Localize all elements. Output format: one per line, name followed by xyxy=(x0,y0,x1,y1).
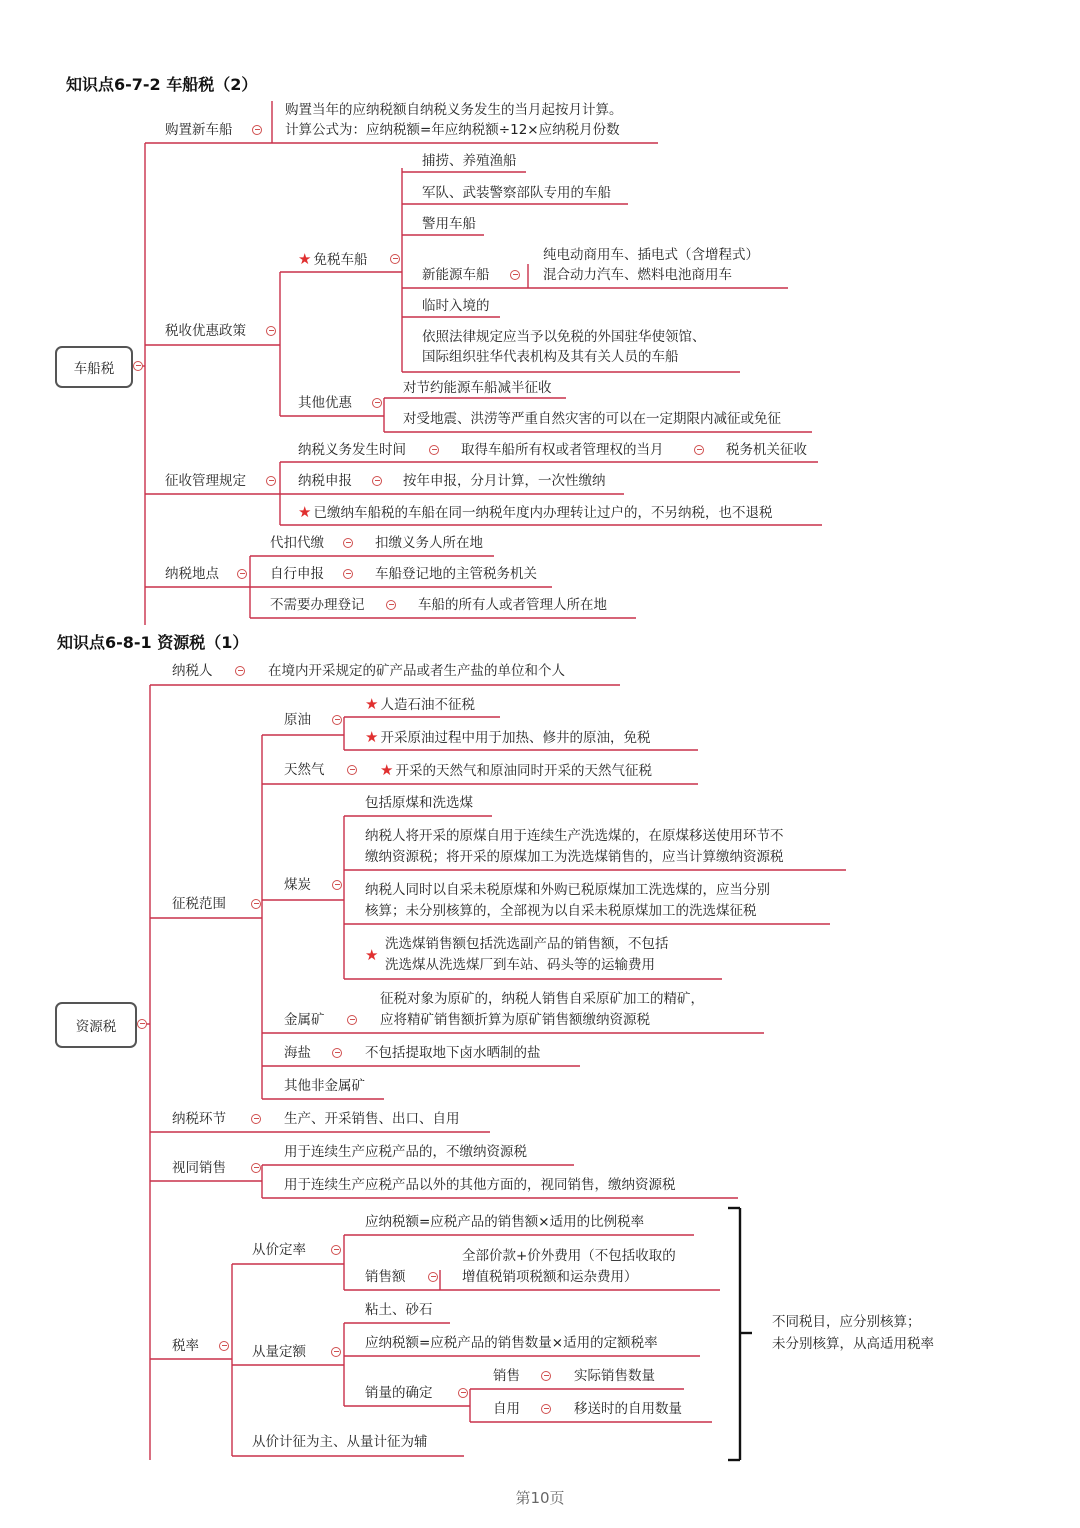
star-icon: ★ xyxy=(365,728,379,746)
node-coal-rule2-b: 核算；未分别核算的，全部视为以自采未税原煤加工的洗选煤征税 xyxy=(365,903,757,919)
node-coal-rule2-a: 纳税人同时以自采未税原煤和外购已税原煤加工洗选煤的，应当分别 xyxy=(365,882,770,898)
node-new-energy-sub-2: 混合动力汽车、燃料电池商用车 xyxy=(543,267,732,283)
collapse-icon[interactable] xyxy=(332,880,342,890)
star-icon: ★ xyxy=(365,946,379,964)
node-adval-formula: 应纳税额=应税产品的销售额×适用的比例税率 xyxy=(365,1214,645,1230)
node-main-principle: 从价计征为主、从量计征为辅 xyxy=(252,1434,428,1450)
collapse-icon[interactable] xyxy=(372,398,382,408)
node-coal-rule1-a: 纳税人将开采的原煤自用于连续生产洗选煤的，在原煤移送使用环节不 xyxy=(365,828,784,844)
node-new-energy-sub-1: 纯电动商用车、插电式（含增程式） xyxy=(543,247,759,263)
collapse-icon[interactable] xyxy=(251,1114,261,1124)
node-coal[interactable]: 煤炭 xyxy=(284,877,311,893)
node-new-energy[interactable]: 新能源车船 xyxy=(422,267,490,283)
node-tax-stage[interactable]: 纳税环节 xyxy=(172,1111,226,1127)
collapse-icon[interactable] xyxy=(266,326,276,336)
node-deemed-sale[interactable]: 视同销售 xyxy=(172,1160,226,1176)
node-exempt[interactable] xyxy=(298,250,367,270)
collapse-icon[interactable] xyxy=(251,1163,261,1173)
root-label: 车船税 xyxy=(73,361,115,377)
node-declaration-value: 按年申报，分月计算，一次性缴纳 xyxy=(403,473,606,489)
collapse-icon[interactable] xyxy=(343,569,353,579)
node-sale-value: 实际销售数量 xyxy=(574,1368,655,1384)
node-tax-stage-value: 生产、开采销售、出口、自用 xyxy=(284,1111,460,1127)
node-crude-oil[interactable]: 原油 xyxy=(284,712,311,728)
star-icon: ★ xyxy=(365,695,379,713)
node-declaration[interactable]: 纳税申报 xyxy=(298,473,352,489)
node-specific-formula: 应纳税额=应税产品的销售数量×适用的定额税率 xyxy=(365,1335,658,1351)
node-coal-rule1-b: 缴纳资源税；将开采的原煤加工为洗选煤销售的，应当计算缴纳资源税 xyxy=(365,849,784,865)
node-self-declare[interactable]: 自行申报 xyxy=(270,566,324,582)
node-military: 军队、武装警察部队专用的车船 xyxy=(422,185,611,201)
collapse-icon[interactable] xyxy=(332,715,342,725)
collapse-icon[interactable] xyxy=(510,270,520,280)
collapse-icon[interactable] xyxy=(235,666,245,676)
collapse-icon[interactable] xyxy=(252,125,262,135)
node-specific-rate[interactable]: 从量定额 xyxy=(252,1344,306,1360)
node-tax-authority: 税务机关征收 xyxy=(726,442,807,458)
node-artificial-oil xyxy=(365,695,475,715)
node-heating-oil-label: 开采原油过程中用于加热、修井的原油，免税 xyxy=(380,730,651,746)
node-natural-gas[interactable]: 天然气 xyxy=(284,762,325,778)
collapse-icon[interactable] xyxy=(458,1388,468,1398)
node-gas-value xyxy=(380,761,652,781)
node-no-registration[interactable]: 不需要办理登记 xyxy=(270,597,365,613)
collapse-icon[interactable] xyxy=(251,899,261,909)
node-no-registration-value: 车船的所有人或者管理人所在地 xyxy=(418,597,607,613)
node-self-use[interactable]: 自用 xyxy=(493,1401,520,1417)
node-police: 警用车船 xyxy=(422,216,476,232)
node-energy-saving: 对节约能源车船减半征收 xyxy=(403,380,552,396)
collapse-icon[interactable] xyxy=(347,765,357,775)
node-obligation-value[interactable]: 取得车船所有权或者管理权的当月 xyxy=(461,442,664,458)
node-scope[interactable]: 征税范围 xyxy=(172,896,226,912)
collapse-icon[interactable] xyxy=(428,1272,438,1282)
node-ad-valorem[interactable]: 从价定率 xyxy=(252,1242,306,1258)
node-temporary: 临时入境的 xyxy=(422,298,490,314)
collapse-icon[interactable] xyxy=(331,1245,341,1255)
node-coal-rule3-a: 洗选煤销售额包括洗选副产品的销售额，不包括 xyxy=(385,936,669,952)
node-rate[interactable]: 税率 xyxy=(172,1338,199,1354)
node-sea-salt[interactable]: 海盐 xyxy=(284,1045,311,1061)
node-sales-amount[interactable]: 销售额 xyxy=(365,1269,406,1285)
collapse-icon[interactable] xyxy=(219,1341,229,1351)
node-diplomatic-2: 国际组织驻华代表机构及其有关人员的车船 xyxy=(422,349,679,365)
star-icon: ★ xyxy=(298,503,312,521)
node-artificial-oil-label: 人造石油不征税 xyxy=(380,697,475,713)
node-new-vehicle-rule: 购置当年的应纳税额自纳税义务发生的当月起按月计算。 xyxy=(285,102,623,118)
root-label: 资源税 xyxy=(75,1019,117,1035)
page-number: 第10页 xyxy=(515,1489,565,1507)
bracket-note-2: 未分别核算，从高适用税率 xyxy=(772,1336,934,1352)
node-disaster: 对受地震、洪涝等严重自然灾害的可以在一定期限内减征或免征 xyxy=(403,411,781,427)
node-withhold-value: 扣缴义务人所在地 xyxy=(375,535,483,551)
node-quantity[interactable]: 销量的确定 xyxy=(365,1385,433,1401)
node-sales-amount-b: 增值税销项税额和运杂费用） xyxy=(462,1269,638,1285)
star-icon: ★ xyxy=(380,761,394,779)
node-gas-value-label: 开采的天然气和原油同时开采的天然气征税 xyxy=(395,763,652,779)
node-metal[interactable]: 金属矿 xyxy=(284,1012,325,1028)
node-sales-amount-a: 全部价款+价外费用（不包括收取的 xyxy=(462,1248,676,1264)
node-exempt-label: 免税车船 xyxy=(313,252,368,268)
collapse-icon[interactable] xyxy=(133,361,143,371)
node-preferential[interactable]: 税收优惠政策 xyxy=(165,323,246,339)
node-taxpayer[interactable]: 纳税人 xyxy=(172,663,213,679)
node-obligation-time[interactable]: 纳税义务发生时间 xyxy=(298,442,406,458)
collapse-icon[interactable] xyxy=(266,476,276,486)
collapse-icon[interactable] xyxy=(372,476,382,486)
node-metal-b: 应将精矿销售额折算为原矿销售额缴纳资源税 xyxy=(380,1012,650,1028)
collapse-icon[interactable] xyxy=(541,1371,551,1381)
collapse-icon[interactable] xyxy=(694,445,704,455)
collapse-icon[interactable] xyxy=(541,1404,551,1414)
node-self-use-value: 移送时的自用数量 xyxy=(574,1401,682,1417)
node-self-declare-value: 车船登记地的主管税务机关 xyxy=(375,566,537,582)
root-resource-tax[interactable] xyxy=(55,1002,137,1048)
node-diplomatic-1: 依照法律规定应当予以免税的外国驻华使领馆、 xyxy=(422,329,706,345)
node-heating-oil xyxy=(365,728,650,748)
root-vessel-tax[interactable] xyxy=(55,346,133,388)
collapse-icon[interactable] xyxy=(137,1019,147,1029)
node-sale[interactable]: 销售 xyxy=(493,1368,520,1384)
node-new-vehicle[interactable]: 购置新车船 xyxy=(165,122,233,138)
collapse-icon[interactable] xyxy=(237,569,247,579)
bracket-note-1: 不同税目，应分别核算； xyxy=(772,1314,921,1330)
node-other-preferential[interactable]: 其他优惠 xyxy=(298,395,352,411)
heading-vessel-tax: 知识点6-7-2 车船税（2） xyxy=(66,75,258,94)
node-coal-include: 包括原煤和洗选煤 xyxy=(365,795,473,811)
collapse-icon[interactable] xyxy=(331,1347,341,1357)
collapse-icon[interactable] xyxy=(390,254,400,264)
heading-resource-tax: 知识点6-8-1 资源税（1） xyxy=(57,633,249,652)
node-nonmetal: 其他非金属矿 xyxy=(284,1078,365,1094)
collapse-icon[interactable] xyxy=(429,445,439,455)
collapse-icon[interactable] xyxy=(386,600,396,610)
node-metal-a: 征税对象为原矿的，纳税人销售自采原矿加工的精矿， xyxy=(380,991,704,1007)
node-salt-value: 不包括提取地下卤水晒制的盐 xyxy=(365,1045,541,1061)
star-icon: ★ xyxy=(298,250,312,268)
node-location[interactable]: 纳税地点 xyxy=(165,566,219,582)
collapse-icon[interactable] xyxy=(347,1015,357,1025)
node-taxpayer-value: 在境内开采规定的矿产品或者生产盐的单位和个人 xyxy=(268,663,565,679)
node-clay-sand: 粘土、砂石 xyxy=(365,1302,433,1318)
node-fishing: 捕捞、养殖渔船 xyxy=(422,153,517,169)
node-transfer-label: 已缴纳车船税的车船在同一纳税年度内办理转让过户的，不另纳税，也不退税 xyxy=(313,505,773,521)
node-transfer xyxy=(298,503,772,523)
collapse-icon[interactable] xyxy=(343,538,353,548)
node-collection[interactable]: 征收管理规定 xyxy=(165,473,246,489)
node-new-vehicle-formula: 计算公式为：应纳税额=年应纳税额÷12×应纳税月份数 xyxy=(285,122,620,138)
node-withhold[interactable]: 代扣代缴 xyxy=(270,535,324,551)
node-coal-rule3-b: 洗选煤从洗选煤厂到车站、码头等的运输费用 xyxy=(385,957,655,973)
collapse-icon[interactable] xyxy=(332,1048,342,1058)
node-deemed-2: 用于连续生产应税产品以外的其他方面的，视同销售，缴纳资源税 xyxy=(284,1177,676,1193)
node-deemed-1: 用于连续生产应税产品的，不缴纳资源税 xyxy=(284,1144,527,1160)
